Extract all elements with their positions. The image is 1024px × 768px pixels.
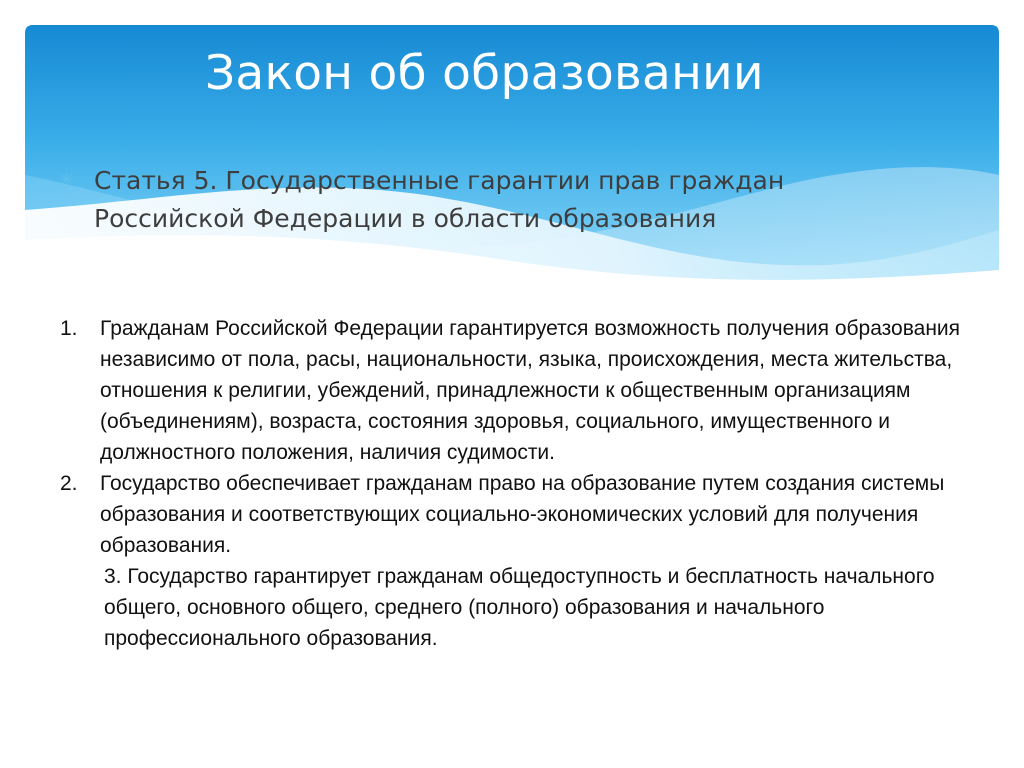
list-item-number: 1. bbox=[60, 317, 78, 340]
list-item bbox=[58, 313, 998, 468]
body-list bbox=[58, 313, 998, 654]
list-item-text: Государство обеспечивает гражданам право на образование путем создания системы образования и соответствующих социально-экономических условий для получения образования. bbox=[100, 472, 945, 557]
slide-subtitle: Статья 5. Государственные гарантии прав граждан Российской Федерации в области образования bbox=[94, 166, 785, 233]
list-item-text: 3. Государство гарантирует гражданам общедоступность и бесплатность начального общего, основного общего, среднего (полного) образования и начального профессионального образования. bbox=[104, 565, 935, 650]
slide-title: Закон об образовании bbox=[205, 46, 764, 101]
list-item bbox=[58, 561, 998, 654]
list-item-number: 2. bbox=[60, 472, 78, 495]
list-item-text: Гражданам Российской Федерации гарантируется возможность получения образования независимо от пола, расы, национальности, языка, происхождения, места жительства, отношения к религии, убеждений, принадлежности к общественным организациям (объединениям), возраста, состояния здоровья, социального, имущественного и должностного положения, наличия судимости. bbox=[100, 317, 961, 464]
list-item bbox=[58, 468, 998, 561]
asterisk-bullet-icon: ✳ bbox=[60, 170, 74, 189]
